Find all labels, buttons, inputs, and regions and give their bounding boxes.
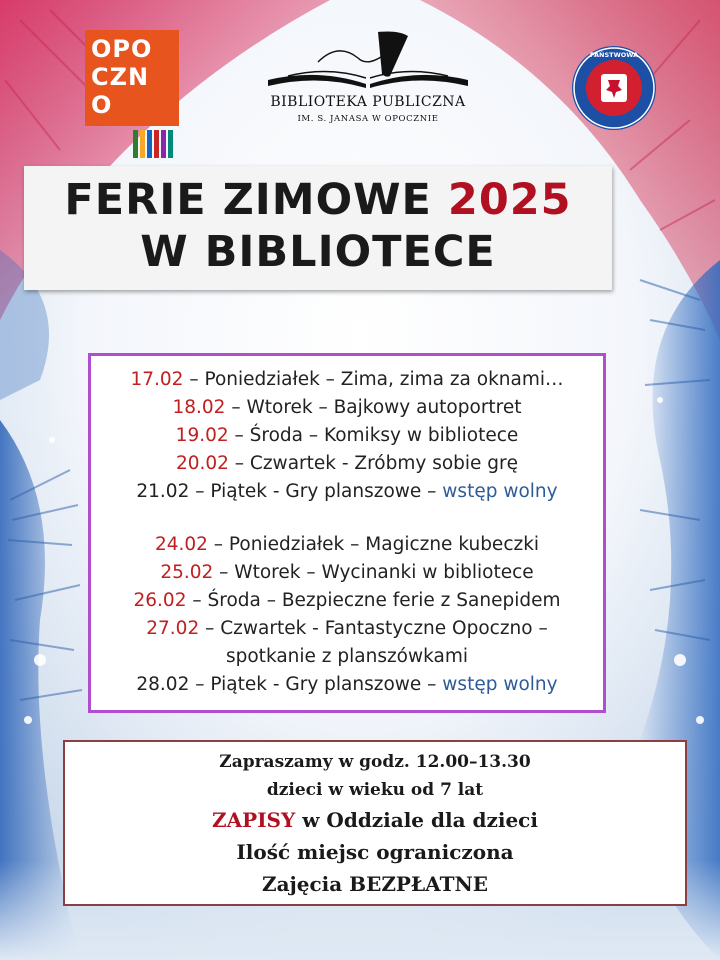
sanitary-inspection-logo [570,44,658,132]
schedule-text: – Poniedziałek – Magiczne kubeczki [207,534,540,555]
free-entry-label: wstęp wolny [442,674,558,695]
opoczno-logo [85,30,179,134]
info-registration [65,804,685,836]
title-line-2: W BIBLIOTECE [140,227,496,277]
info-limited-seats: Ilość miejsc ograniczona [236,840,514,864]
title-box [24,166,612,290]
sanepid-text-top: PAŃSTWOWA [589,51,639,59]
schedule-row [91,587,603,615]
schedule-date: 27.02 [146,618,200,639]
schedule-row [91,422,603,450]
opoczno-logo-row-3: O [91,91,113,119]
schedule-date: 26.02 [133,590,187,611]
schedule-date: 18.02 [172,397,226,418]
schedule-date: 24.02 [154,534,208,555]
open-book-icon [258,28,478,92]
opoczno-logo-row-1: OPO [91,35,153,63]
schedule-row [91,394,603,422]
schedule-text: – Wtorek – Wycinanki w bibliotece [213,562,534,583]
info-hours: Zapraszamy w godz. 12.00–13.30 [219,752,531,772]
schedule-text: – Poniedziałek – Zima, zima za oknami… [183,369,564,390]
registration-text: w Oddziale dla dzieci [295,808,538,832]
library-subtitle: IM. S. JANASA W OPOCZNIE [297,114,439,124]
schedule-date: 25.02 [160,562,214,583]
title-line-1 [24,174,612,226]
schedule-date: 20.02 [175,453,229,474]
info-free-classes: Zajęcia BEZPŁATNE [261,872,489,896]
schedule-box [88,353,606,713]
schedule-text: – Środa – Bezpieczne ferie z Sanepidem [186,590,561,611]
schedule-text: – Piątek - Gry planszowe – [189,674,443,695]
schedule-row [91,615,603,643]
schedule-date: 28.02 [136,674,190,695]
schedule-text: – Piątek - Gry planszowe – [189,481,443,502]
schedule-date: 21.02 [136,481,190,502]
opoczno-logo-row-2: CZN [91,63,150,91]
schedule-text: – Wtorek – Bajkowy autoportret [225,397,522,418]
schedule-row [91,531,603,559]
title-year: 2025 [447,175,572,225]
schedule-row [91,366,603,394]
schedule-date: 19.02 [175,425,229,446]
registration-highlight: ZAPISY [212,808,296,832]
title-prefix: FERIE ZIMOWE [64,175,448,225]
schedule-row [91,450,603,478]
schedule-spacer [91,506,603,531]
schedule-row [91,671,603,699]
free-entry-label: wstęp wolny [442,481,558,502]
opoczno-color-stripes-icon [133,130,177,160]
schedule-text: – Środa – Komiksy w bibliotece [228,425,519,446]
schedule-text: – Czwartek - Fantastyczne Opoczno – [199,618,548,639]
info-age: dzieci w wieku od 7 lat [266,780,484,800]
library-name: BIBLIOTEKA PUBLICZNA [270,94,466,110]
schedule-row [91,559,603,587]
schedule-text: – Czwartek - Zróbmy sobie grę [228,453,519,474]
opoczno-logo-block [85,30,179,126]
info-box [63,740,687,906]
schedule-row-continuation: spotkanie z planszówkami [225,646,469,667]
schedule-date: 17.02 [130,369,184,390]
library-logo [258,28,478,130]
schedule-row [91,478,603,506]
